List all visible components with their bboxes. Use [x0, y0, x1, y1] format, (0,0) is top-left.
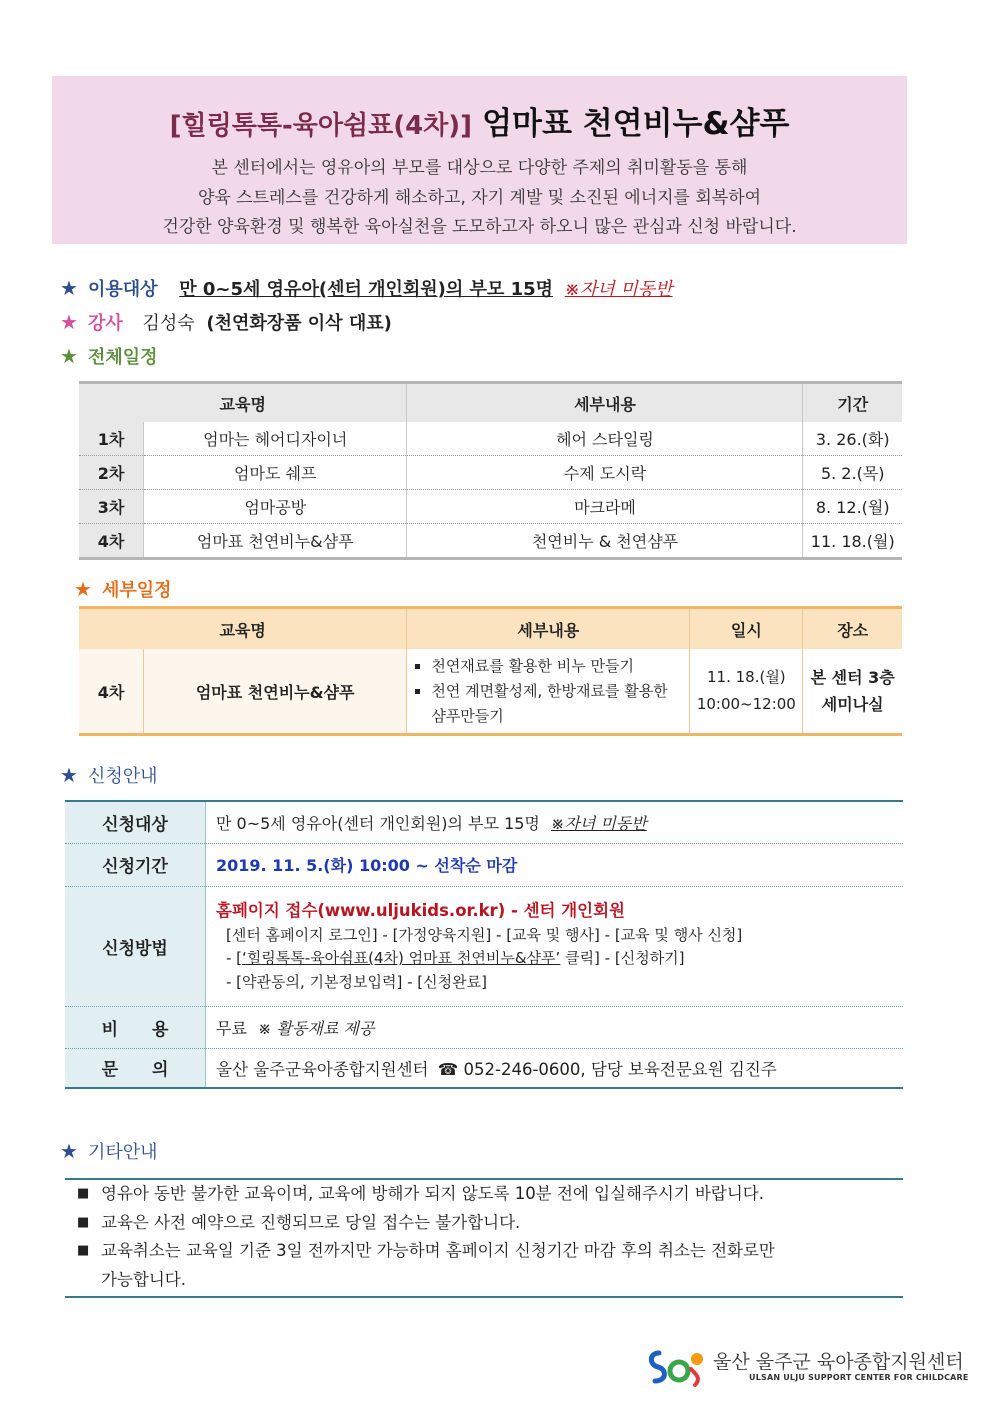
detail-schedule-table [79, 606, 902, 736]
instructor-title: (천연화장품 이삭 대표) [206, 313, 392, 334]
session-date: 11. 18.(월) [803, 524, 902, 559]
place-line: 본 센터 3층 [810, 668, 895, 687]
etc-section [60, 1138, 158, 1164]
target-label: 이용대상 [87, 279, 158, 300]
row-value [206, 1006, 904, 1048]
row-value [206, 801, 904, 843]
apply-step [216, 947, 893, 971]
phone-icon: ☎ [437, 1059, 459, 1079]
col-header: 세부내용 [407, 608, 690, 650]
apply-method-head: 홈페이지 접수(www.uljukids.or.kr) - 센터 개인회원 [216, 900, 625, 920]
session-name: 엄마는 헤어디자이너 [144, 422, 407, 456]
apply-label: 신청안내 [87, 766, 158, 787]
apply-target-note: ※자녀 미동반 [550, 813, 647, 833]
col-header: 세부내용 [407, 383, 803, 423]
table-row [79, 456, 902, 490]
etc-item-text: 교육취소는 교육일 기준 3일 전까지만 가능하며 홈페이지 신청기간 마감 후의 취소는 전화로만 [101, 1241, 775, 1260]
session-contents [407, 649, 690, 735]
session-detail: 수제 도시락 [407, 456, 803, 490]
star-icon: ★ [60, 310, 78, 334]
row-key: 문 의 [65, 1048, 206, 1088]
star-icon: ★ [60, 276, 78, 300]
table-row [79, 422, 902, 456]
place-line: 세미나실 [821, 695, 884, 714]
page-title [52, 98, 907, 143]
apply-section [60, 762, 158, 788]
col-header: 기간 [803, 383, 902, 423]
row-key: 신청방법 [65, 886, 206, 1006]
etc-item-text: 영유아 동반 불가한 교육이며, 교육에 방해가 되지 않도록 10분 전에 입실해주시기 바랍니다. [101, 1184, 764, 1203]
col-header: 일시 [690, 608, 803, 650]
intro-text [52, 154, 907, 243]
detail-label: 세부일정 [101, 580, 172, 601]
session-no: 3차 [79, 490, 144, 524]
apply-step-pre: - [ [226, 949, 243, 968]
session-time: 10:00~12:00 [696, 695, 796, 713]
contact-org: 울산 울주군육아종합지원센터 [216, 1059, 429, 1079]
bullet-icon: ■ [77, 1243, 90, 1258]
apply-cost-note: ※ 활동재료 제공 [258, 1018, 375, 1038]
logo-mark-icon [645, 1345, 711, 1389]
session-place [803, 649, 902, 735]
table-row [79, 490, 902, 524]
apply-step: - [약관동의, 기본정보입력] - [신청완료] [226, 972, 487, 991]
intro-line: 양육 스트레스를 건강하게 해소하고, 자기 계발 및 소진된 에너지를 회복하여 [197, 187, 762, 208]
apply-info-table [65, 800, 903, 1089]
col-header: 교육명 [79, 383, 407, 423]
session-datetime [690, 649, 803, 735]
session-detail: 천연비누 & 천연샴푸 [407, 524, 803, 559]
session-date: 8. 12.(월) [803, 490, 902, 524]
logo-name-en: ULSAN ULJU SUPPORT CENTER FOR CHILDCARE [749, 1373, 969, 1382]
etc-label: 기타안내 [87, 1142, 158, 1163]
session-detail: 마크라메 [407, 490, 803, 524]
apply-target: 만 0~5세 영유아(센터 개인회원)의 부모 15명 [216, 813, 540, 833]
row-key: 신청대상 [65, 801, 206, 843]
session-no: 2차 [79, 456, 144, 490]
overall-label: 전체일정 [87, 347, 158, 368]
etc-item-text: 가능합니다. [101, 1269, 186, 1289]
intro-line: 본 센터에서는 영유아의 부모를 대상으로 다양한 주제의 취미활동을 통해 [211, 158, 748, 178]
target-value: 만 0~5세 영유아(센터 개인회원)의 부모 15명 [179, 279, 554, 300]
session-name: 엄마공방 [144, 490, 407, 524]
row-value [206, 886, 904, 1006]
row-key: 신청기간 [65, 843, 206, 886]
etc-list [65, 1178, 903, 1298]
session-date: 5. 2.(목) [803, 456, 902, 490]
session-name: 엄마표 천연비누&샴푸 [144, 524, 407, 559]
contact-phone: 052-246-0600, 담당 보육전문요원 김진주 [463, 1059, 777, 1079]
logo-name-ko: 울산 울주군 육아종합지원센터 [713, 1351, 964, 1373]
table-row [65, 843, 903, 886]
session-name: 엄마표 천연비누&샴푸 [144, 649, 407, 735]
overall-section [60, 343, 158, 369]
table-row [65, 1006, 903, 1048]
session-name: 엄마도 쉐프 [144, 456, 407, 490]
title-main: 엄마표 천연비누&샴푸 [482, 106, 790, 142]
session-no: 1차 [79, 422, 144, 456]
session-no: 4차 [79, 524, 144, 559]
overall-schedule-table [79, 381, 902, 560]
list-item-continued [65, 1266, 903, 1295]
instructor-section [60, 309, 392, 335]
instructor-label: 강사 [87, 313, 123, 334]
session-no: 4차 [79, 649, 144, 735]
table-row [79, 524, 902, 559]
table-row [79, 649, 902, 735]
etc-item-text: 교육은 사전 예약으로 진행되므로 당일 접수는 불가합니다. [101, 1212, 521, 1232]
intro-line: 건강한 양육환경 및 행복한 육아실천을 도모하고자 하오니 많은 관심과 신청 바랍니다. [162, 217, 797, 237]
list-item: ▪ 천연 계면활성제, 한방재료를 활용한 샴푸만들기 [431, 679, 681, 729]
list-item [65, 1180, 903, 1209]
apply-period: 2019. 11. 5.(화) 10:00 ~ 선착순 마감 [206, 843, 904, 886]
star-icon: ★ [60, 763, 78, 787]
header-banner [52, 76, 907, 244]
list-item [65, 1209, 903, 1238]
session-date: 3. 26.(화) [803, 422, 902, 456]
apply-step-post: 클릭] - [신청하기] [560, 949, 685, 968]
apply-step: [센터 홈페이지 로그인] - [가정양육지원] - [교육 및 행사] - [교육 및 행사 신청] [226, 925, 743, 944]
apply-steps [216, 924, 893, 995]
session-detail: 헤어 스타일링 [407, 422, 803, 456]
instructor-name: 김성숙 [142, 313, 195, 334]
star-icon: ★ [60, 1139, 78, 1163]
target-section [60, 275, 673, 301]
bullet-icon: ■ [77, 1214, 90, 1230]
session-date: 11. 18.(월) [706, 668, 786, 686]
bullet-icon: ■ [77, 1186, 90, 1201]
table-row [65, 886, 903, 1006]
apply-step-link: ‘힐링톡톡-육아쉼표(4차) 엄마표 천연비누&샴푸’ [242, 949, 561, 968]
apply-cost: 무료 [216, 1018, 247, 1038]
col-header: 교육명 [79, 608, 407, 650]
star-icon: ★ [74, 577, 92, 601]
row-key: 비 용 [65, 1006, 206, 1048]
target-note: ※자녀 미동반 [564, 279, 673, 300]
center-logo [645, 1345, 969, 1390]
col-header: 장소 [803, 608, 902, 650]
list-item: ▪ 천연재료를 활용한 비누 만들기 [431, 654, 681, 679]
detail-section [74, 576, 172, 602]
row-value [206, 1048, 904, 1088]
star-icon: ★ [60, 344, 78, 368]
table-row [65, 801, 903, 843]
table-row [65, 1048, 903, 1088]
list-item [65, 1237, 903, 1266]
title-prefix: [힐링톡톡-육아쉼표(4차)] [169, 111, 473, 141]
